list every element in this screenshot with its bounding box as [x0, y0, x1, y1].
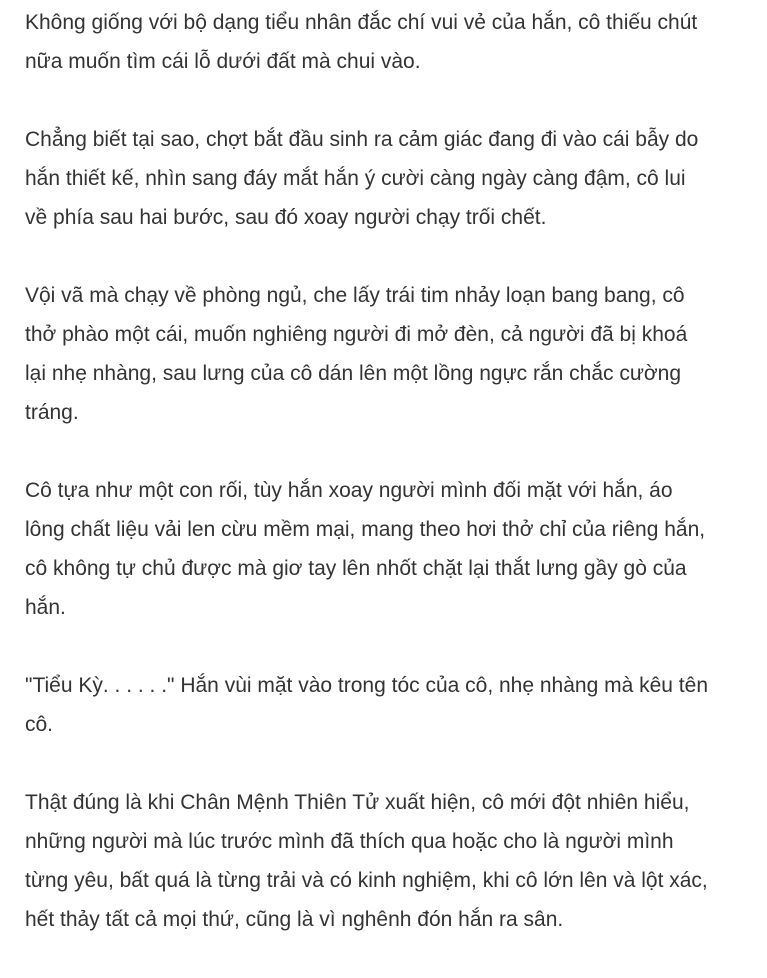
- text-line: cô không tự chủ được mà giơ tay lên nhốt chặt lại thắt lưng gầy gò của: [25, 557, 687, 580]
- paragraph-1: [25, 3, 755, 81]
- text-line: lông chất liệu vải len cừu mềm mại, mang theo hơi thở chỉ của riêng hắn,: [25, 518, 706, 541]
- text-line: Vội vã mà chạy về phòng ngủ, che lấy trái tim nhảy loạn bang bang, cô: [25, 284, 685, 307]
- text-line: thở phào một cái, muốn nghiêng người đi mở đèn, cả người đã bị khoá: [25, 323, 688, 346]
- text-line: hết thảy tất cả mọi thứ, cũng là vì nghênh đón hắn ra sân.: [25, 908, 564, 931]
- text-line: những người mà lúc trước mình đã thích qua hoặc cho là người mình: [25, 830, 674, 853]
- text-line: lại nhẹ nhàng, sau lưng của cô dán lên một lồng ngực rắn chắc cường: [25, 362, 682, 385]
- text-line: Thật đúng là khi Chân Mệnh Thiên Tử xuất hiện, cô mới đột nhiên hiểu,: [25, 791, 690, 814]
- text-line: nữa muốn tìm cái lỗ dưới đất mà chui vào.: [25, 50, 421, 73]
- text-line: Không giống với bộ dạng tiểu nhân đắc chí vui vẻ của hắn, cô thiếu chút: [25, 11, 698, 34]
- text-line: cô.: [25, 713, 54, 736]
- text-line: hắn.: [25, 596, 66, 619]
- text-line: Cô tựa như một con rối, tùy hắn xoay người mình đối mặt với hắn, áo: [25, 479, 673, 502]
- paragraph-4: [25, 471, 755, 627]
- paragraph-3: [25, 276, 755, 432]
- text-line: tráng.: [25, 401, 79, 424]
- reading-content: [25, 3, 755, 939]
- text-line: Chẳng biết tại sao, chợt bắt đầu sinh ra cảm giác đang đi vào cái bẫy do: [25, 128, 699, 151]
- paragraph-2: [25, 120, 755, 237]
- paragraph-5: [25, 666, 755, 744]
- text-line: từng yêu, bất quá là từng trải và có kinh nghiệm, khi cô lớn lên và lột xác,: [25, 869, 708, 892]
- text-line: về phía sau hai bước, sau đó xoay người chạy trối chết.: [25, 206, 547, 229]
- text-line: hắn thiết kế, nhìn sang đáy mắt hắn ý cười càng ngày càng đậm, cô lui: [25, 167, 686, 190]
- text-line: "Tiểu Kỳ. . . . . ." Hắn vùi mặt vào trong tóc của cô, nhẹ nhàng mà kêu tên: [25, 674, 708, 697]
- paragraph-6: [25, 783, 755, 939]
